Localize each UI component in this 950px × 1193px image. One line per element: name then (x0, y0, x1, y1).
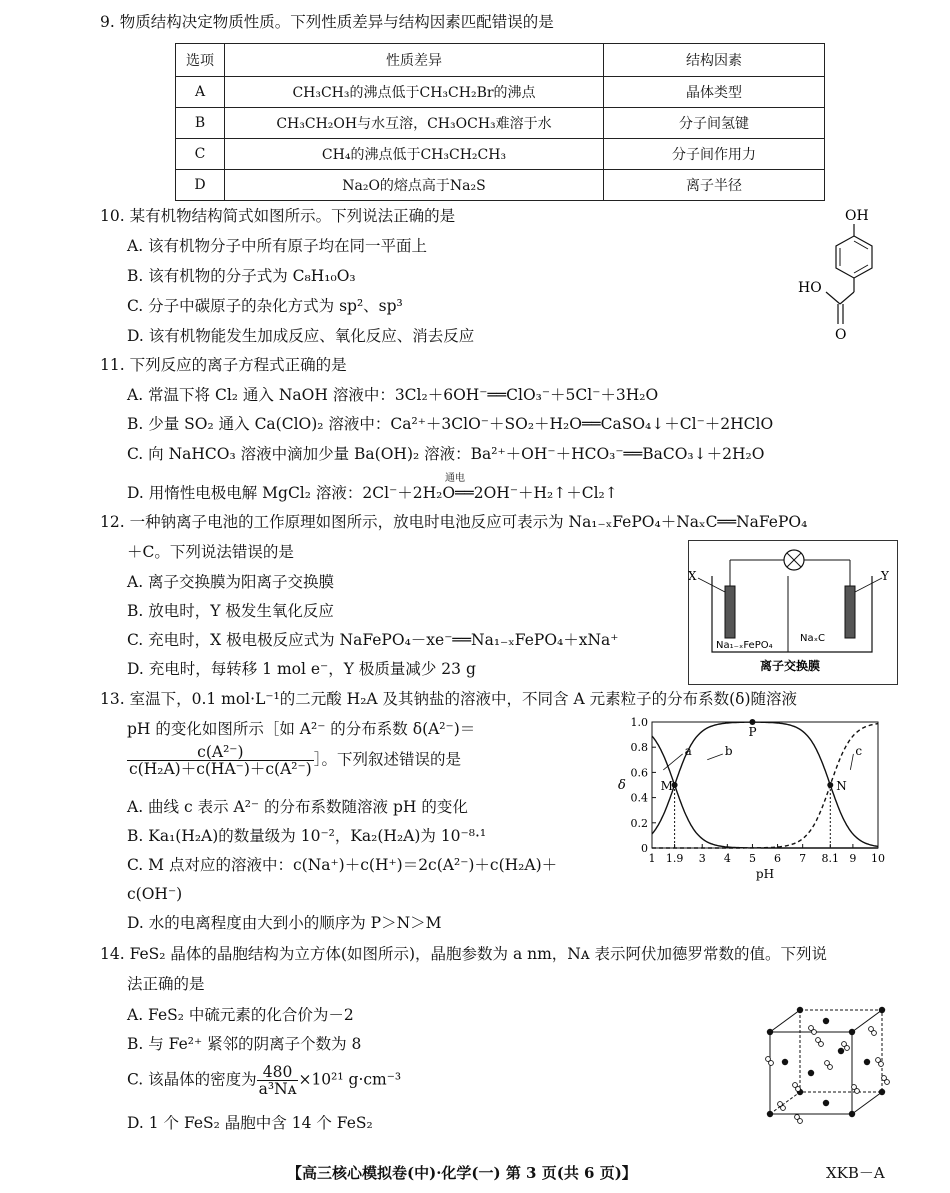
table-cell: B (176, 108, 225, 139)
q13-fraction-line (127, 744, 461, 790)
x-tick-label: 1 (648, 852, 656, 865)
q12-stem-2: ＋C。下列说法错误的是 (127, 543, 294, 561)
x-tick-label: 3 (698, 852, 706, 865)
fraction-denominator: c(H₂A)＋c(HA⁻)＋c(A²⁻) (129, 760, 312, 778)
q10-option-b: B. 该有机物的分子式为 C₈H₁₀O₃ (127, 267, 356, 285)
q13-option-a: A. 曲线 c 表示 A²⁻ 的分布系数随溶液 pH 的变化 (127, 798, 468, 816)
ho-label: HO (798, 280, 822, 296)
fe-ion (823, 1100, 829, 1106)
s2-ion (855, 1089, 860, 1094)
s2-ion (819, 1042, 824, 1047)
q14-option-c-text: C. 该晶体的密度为 (127, 1070, 257, 1089)
q9-stem: 9. 物质结构决定物质性质。下列性质差异与结构因素匹配错误的是 (100, 13, 554, 31)
cell-edge (852, 1092, 882, 1114)
table-cell: 晶体类型 (604, 77, 825, 108)
fe-ion (849, 1029, 855, 1035)
x-tick-label: 10 (871, 852, 885, 865)
q12-option-c: C. 充电时，X 极电极反应式为 NaFePO₄－xe⁻══Na₁₋ₓFePO₄＋xNa⁺ (127, 631, 619, 649)
table-header: 结构因素 (604, 44, 825, 77)
x-tick-label: 9 (849, 852, 857, 865)
q14-stem-1: 14. FeS₂ 晶体的晶胞结构为立方体(如图所示)，晶胞参数为 a nm，Nᴀ 表示阿伏加德罗常数的值。下列说 (100, 945, 828, 963)
electrode-x-label: X (688, 569, 697, 583)
table-cell: D (176, 170, 225, 201)
q11-option-a: A. 常温下将 Cl₂ 通入 NaOH 溶液中：3Cl₂＋6OH⁻══ClO₃⁻＋5Cl⁻＋3H₂O (127, 386, 659, 404)
q10-option-c: C. 分子中碳原子的杂化方式为 sp²、sp³ (127, 297, 403, 315)
q12-option-a: A. 离子交换膜为阳离子交换膜 (127, 573, 335, 591)
organic-structure-figure (790, 200, 900, 345)
fe-ion (808, 1070, 814, 1076)
q14-option-b: B. 与 Fe²⁺ 紧邻的阴离子个数为 8 (127, 1035, 362, 1053)
q13-stem-3: ］。下列叙述错误的是 (313, 750, 461, 769)
table-row (176, 170, 825, 201)
series-c-leader (850, 754, 853, 770)
q13-option-d: D. 水的电离程度由大到小的顺序为 P＞N＞M (127, 914, 442, 932)
o-label: O (835, 327, 847, 343)
s2-ion (885, 1080, 890, 1085)
battery-figure (688, 540, 898, 685)
fe-ion (797, 1007, 803, 1013)
density-numerator: 480 (257, 1064, 299, 1081)
table-row (176, 77, 825, 108)
q9-table (175, 43, 825, 201)
q10-option-d: D. 该有机物能发生加成反应、氧化反应、消去反应 (127, 327, 475, 345)
oh-label: OH (845, 208, 869, 224)
fe-ion (849, 1111, 855, 1117)
s2-ion (798, 1119, 803, 1124)
table-cell: Na₂O的熔点高于Na₂S (225, 170, 604, 201)
x-axis-label: pH (755, 867, 775, 881)
footer-code: XKB－A (826, 1164, 885, 1182)
cell-edge (770, 1092, 800, 1114)
point-M-label: M (660, 779, 673, 793)
s2-ion (769, 1061, 774, 1066)
q13-stem-2: pH 的变化如图所示［如 A²⁻ 的分布系数 δ(A²⁻)＝ (127, 720, 476, 738)
q10-option-a: A. 该有机物分子中所有原子均在同一平面上 (127, 237, 428, 255)
s2-ion (845, 1046, 850, 1051)
q12-stem-1: 12. 一种钠离子电池的工作原理如图所示，放电时电池反应可表示为 Na₁₋ₓFePO₄＋NaₓC══NaFePO₄ (100, 513, 808, 531)
electrode-y-label: Y (881, 569, 889, 583)
s2-ion (872, 1031, 877, 1036)
q14-stem-2: 法正确的是 (127, 975, 205, 993)
left-electrolyte-label: Na₁₋ₓFePO₄ (716, 640, 773, 651)
q11-option-b: B. 少量 SO₂ 通入 Ca(ClO)₂ 溶液中：Ca²⁺＋3ClO⁻＋SO₂＋H₂O══CaSO₄↓＋Cl⁻＋2HClO (127, 415, 774, 433)
x-tick-label: 6 (774, 852, 782, 865)
y-tick-label: 0.4 (630, 791, 648, 805)
q13-option-c: C. M 点对应的溶液中：c(Na⁺)＋c(H⁺)＝2c(A²⁻)＋c(H₂A)＋ (127, 856, 558, 874)
s2-ion (812, 1030, 817, 1035)
distribution-chart (610, 712, 890, 892)
cell-edge (852, 1010, 882, 1032)
table-cell: 分子间氢键 (604, 108, 825, 139)
table-cell: C (176, 139, 225, 170)
fe-ion (879, 1007, 885, 1013)
cell-edge (770, 1010, 800, 1032)
table-row (176, 139, 825, 170)
point-N-label: N (836, 779, 847, 793)
x-tick-label: 8.1 (821, 852, 840, 865)
s2-ion (828, 1065, 833, 1070)
q12-option-d: D. 充电时，每转移 1 mol e⁻，Y 极质量减少 23 g (127, 660, 476, 678)
y-tick-label: 0.8 (630, 741, 648, 755)
y-tick-label: 0 (641, 842, 648, 855)
fraction-numerator: c(A²⁻) (127, 744, 314, 761)
right-electrolyte-label: NaₓC (800, 633, 826, 644)
x-tick-label: 4 (723, 852, 731, 865)
series-b-label: b (724, 743, 733, 758)
y-tick-label: 0.6 (630, 766, 648, 780)
q14-option-d: D. 1 个 FeS₂ 晶胞中含 14 个 FeS₂ (127, 1114, 373, 1132)
density-denominator: a³Nᴀ (258, 1080, 297, 1098)
q11-option-d: D. 用惰性电极电解 MgCl₂ 溶液：2Cl⁻＋2H₂O══2OH⁻＋H₂↑＋Cl₂↑ (127, 484, 618, 502)
fe-ion (838, 1048, 844, 1054)
fe-ion (782, 1059, 788, 1065)
table-cell: CH₄的沸点低于CH₃CH₂CH₃ (225, 139, 604, 170)
s2-ion (879, 1062, 884, 1067)
x-tick-label: 7 (799, 852, 807, 865)
q10-stem: 10. 某有机物结构简式如图所示。下列说法正确的是 (100, 207, 456, 225)
q13-option-c-cont: c(OH⁻) (127, 885, 183, 903)
footer-center: 【高三核心模拟卷(中)·化学(一) 第 3 页(共 6 页)】 (287, 1164, 637, 1182)
density-unit: ×10²¹ g·cm⁻³ (298, 1070, 402, 1089)
series-a-label: a (684, 743, 692, 758)
fe-ion (864, 1059, 870, 1065)
distribution-fraction (127, 744, 314, 777)
s2-ion (781, 1106, 786, 1111)
y-tick-label: 0.2 (630, 816, 648, 830)
crystal-cell-figure (760, 998, 890, 1133)
fe-ion (879, 1089, 885, 1095)
q13-stem-1: 13. 室温下，0.1 mol·L⁻¹的二元酸 H₂A 及其钠盐的溶液中，不同含 A 元素粒子的分布系数(δ)随溶液 (100, 690, 798, 708)
s2-ion (796, 1087, 801, 1092)
x-tick-label: 5 (748, 852, 756, 865)
q14-option-a: A. FeS₂ 中硫元素的化合价为－2 (127, 1006, 354, 1024)
table-row (176, 108, 825, 139)
series-c-label: c (855, 743, 863, 758)
table-cell: 离子半径 (604, 170, 825, 201)
point-P-label: P (748, 725, 757, 739)
q11-stem: 11. 下列反应的离子方程式正确的是 (100, 356, 347, 374)
series-b-leader (707, 754, 723, 760)
electrolysis-condition: 通电 (445, 473, 465, 484)
y-axis-label: δ (618, 778, 626, 793)
q14-option-c (127, 1064, 401, 1104)
q13-option-b: B. Ka₁(H₂A)的数量级为 10⁻²，Ka₂(H₂A)为 10⁻⁸·¹ (127, 827, 487, 845)
density-fraction (257, 1064, 299, 1097)
table-cell: CH₃CH₃的沸点低于CH₃CH₂Br的沸点 (225, 77, 604, 108)
table-cell: 分子间作用力 (604, 139, 825, 170)
fe-ion (767, 1029, 773, 1035)
q11-option-c: C. 向 NaHCO₃ 溶液中滴加少量 Ba(OH)₂ 溶液：Ba²⁺＋OH⁻＋HCO₃⁻══BaCO₃↓＋2H₂O (127, 445, 765, 463)
table-cell: A (176, 77, 225, 108)
fe-ion (823, 1018, 829, 1024)
point-N (827, 782, 833, 788)
table-cell: CH₃CH₂OH与水互溶，CH₃OCH₃难溶于水 (225, 108, 604, 139)
q12-option-b: B. 放电时，Y 极发生氧化反应 (127, 602, 334, 620)
fe-ion (767, 1111, 773, 1117)
x-tick-label: 1.9 (665, 852, 684, 865)
table-header: 性质差异 (225, 44, 604, 77)
membrane-label: 离子交换膜 (760, 659, 821, 673)
table-header: 选项 (176, 44, 225, 77)
y-tick-label: 1.0 (630, 716, 648, 729)
